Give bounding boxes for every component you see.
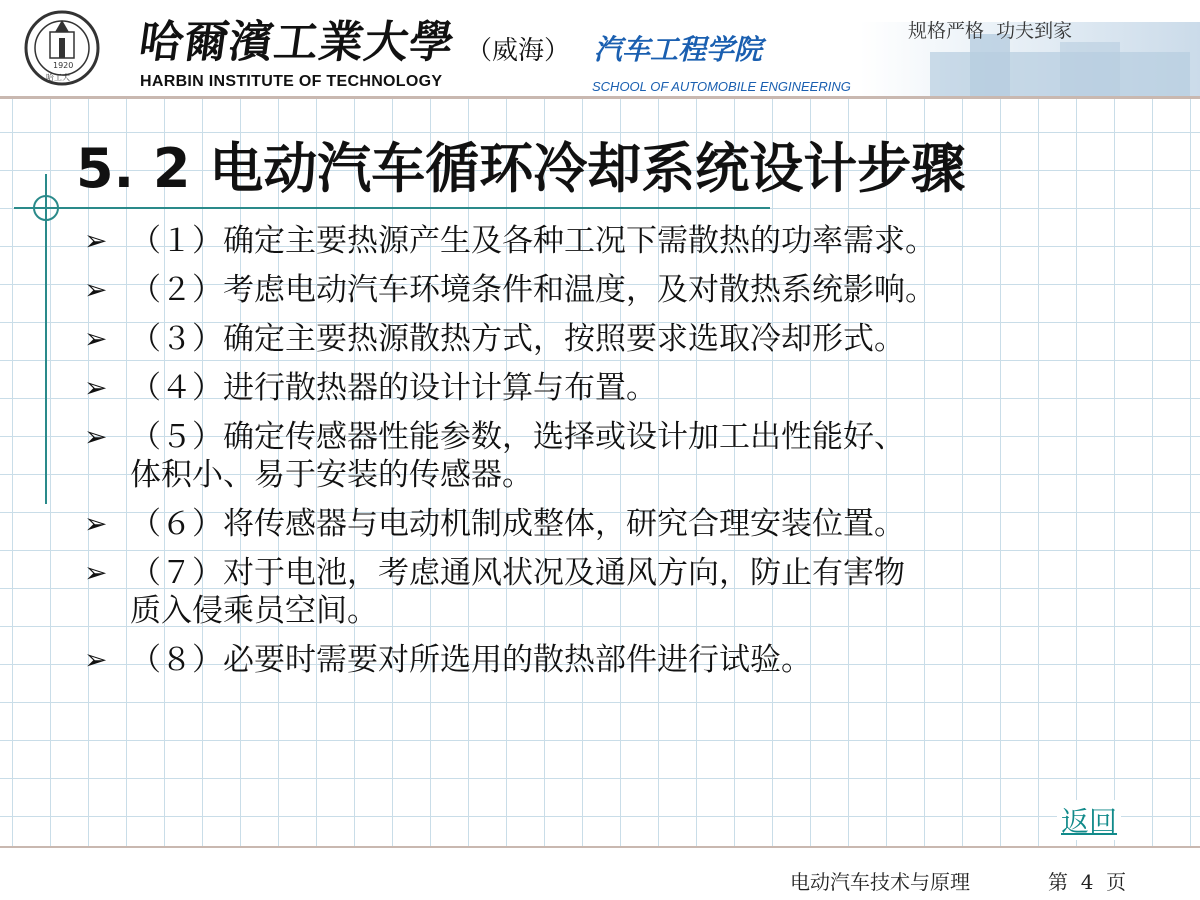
steps-list	[84, 222, 1184, 690]
back-link[interactable]: 返回	[1057, 800, 1121, 840]
list-item	[84, 505, 1184, 543]
list-item	[84, 271, 1184, 309]
emblem-text: 哈工大	[46, 73, 70, 82]
arrow-bullet-icon: ➢	[84, 322, 108, 355]
arrow-bullet-icon: ➢	[84, 643, 108, 676]
arrow-bullet-icon: ➢	[84, 371, 108, 404]
emblem-year: 1920	[53, 61, 74, 70]
arrow-bullet-icon: ➢	[84, 420, 108, 453]
list-item-text: （６）将传感器与电动机制成整体，研究合理安装位置。	[130, 506, 905, 542]
list-item-text: （５）确定传感器性能参数，选择或设计加工出性能好、	[130, 419, 905, 455]
campus-name-cn: （威海）	[466, 36, 571, 66]
title-decoration-circle	[33, 195, 59, 221]
arrow-bullet-icon: ➢	[84, 507, 108, 540]
list-item-text: （７）对于电池，考虑通风状况及通风方向，防止有害物	[130, 555, 905, 591]
title-decoration-vertical	[45, 174, 47, 504]
list-item	[84, 641, 1184, 679]
list-item-text-continued: 体积小、易于安装的传感器。	[130, 457, 533, 493]
university-name-cn: 哈爾濱工業大學	[135, 17, 458, 68]
list-item-text: （３）确定主要热源散热方式，按照要求选取冷却形式。	[130, 321, 905, 357]
arrow-bullet-icon: ➢	[84, 224, 108, 257]
list-item	[84, 554, 1184, 630]
slide-footer	[0, 848, 1200, 900]
arrow-bullet-icon: ➢	[84, 273, 108, 306]
school-name-cn: 汽车工程学院	[594, 33, 763, 66]
arrow-bullet-icon: ➢	[84, 556, 108, 589]
list-item-text: （２）考虑电动汽车环境条件和温度，及对散热系统影响。	[130, 272, 936, 308]
list-item	[84, 418, 1184, 494]
list-item	[84, 369, 1184, 407]
title-decoration-horizontal	[14, 207, 770, 209]
page-number: 第 4 页	[1048, 870, 1127, 894]
slide-title: 5. 2 电动汽车循环冷却系统设计步骤	[76, 137, 966, 200]
list-item-text: （４）进行散热器的设计计算与布置。	[130, 370, 657, 406]
list-item	[84, 320, 1184, 358]
list-item-text: （８）必要时需要对所选用的散热部件进行试验。	[130, 642, 812, 678]
university-emblem-icon	[22, 8, 102, 88]
list-item	[84, 222, 1184, 260]
list-item-text: （１）确定主要热源产生及各种工况下需散热的功率需求。	[130, 223, 936, 259]
university-name-en: HARBIN INSTITUTE OF TECHNOLOGY	[140, 73, 443, 90]
slide-header	[0, 0, 1200, 99]
school-name-en: SCHOOL OF AUTOMOBILE ENGINEERING	[592, 79, 851, 94]
motto: 规格严格 功夫到家	[908, 20, 1073, 42]
list-item-text-continued: 质入侵乘员空间。	[130, 593, 378, 629]
course-name: 电动汽车技术与原理	[790, 870, 970, 894]
